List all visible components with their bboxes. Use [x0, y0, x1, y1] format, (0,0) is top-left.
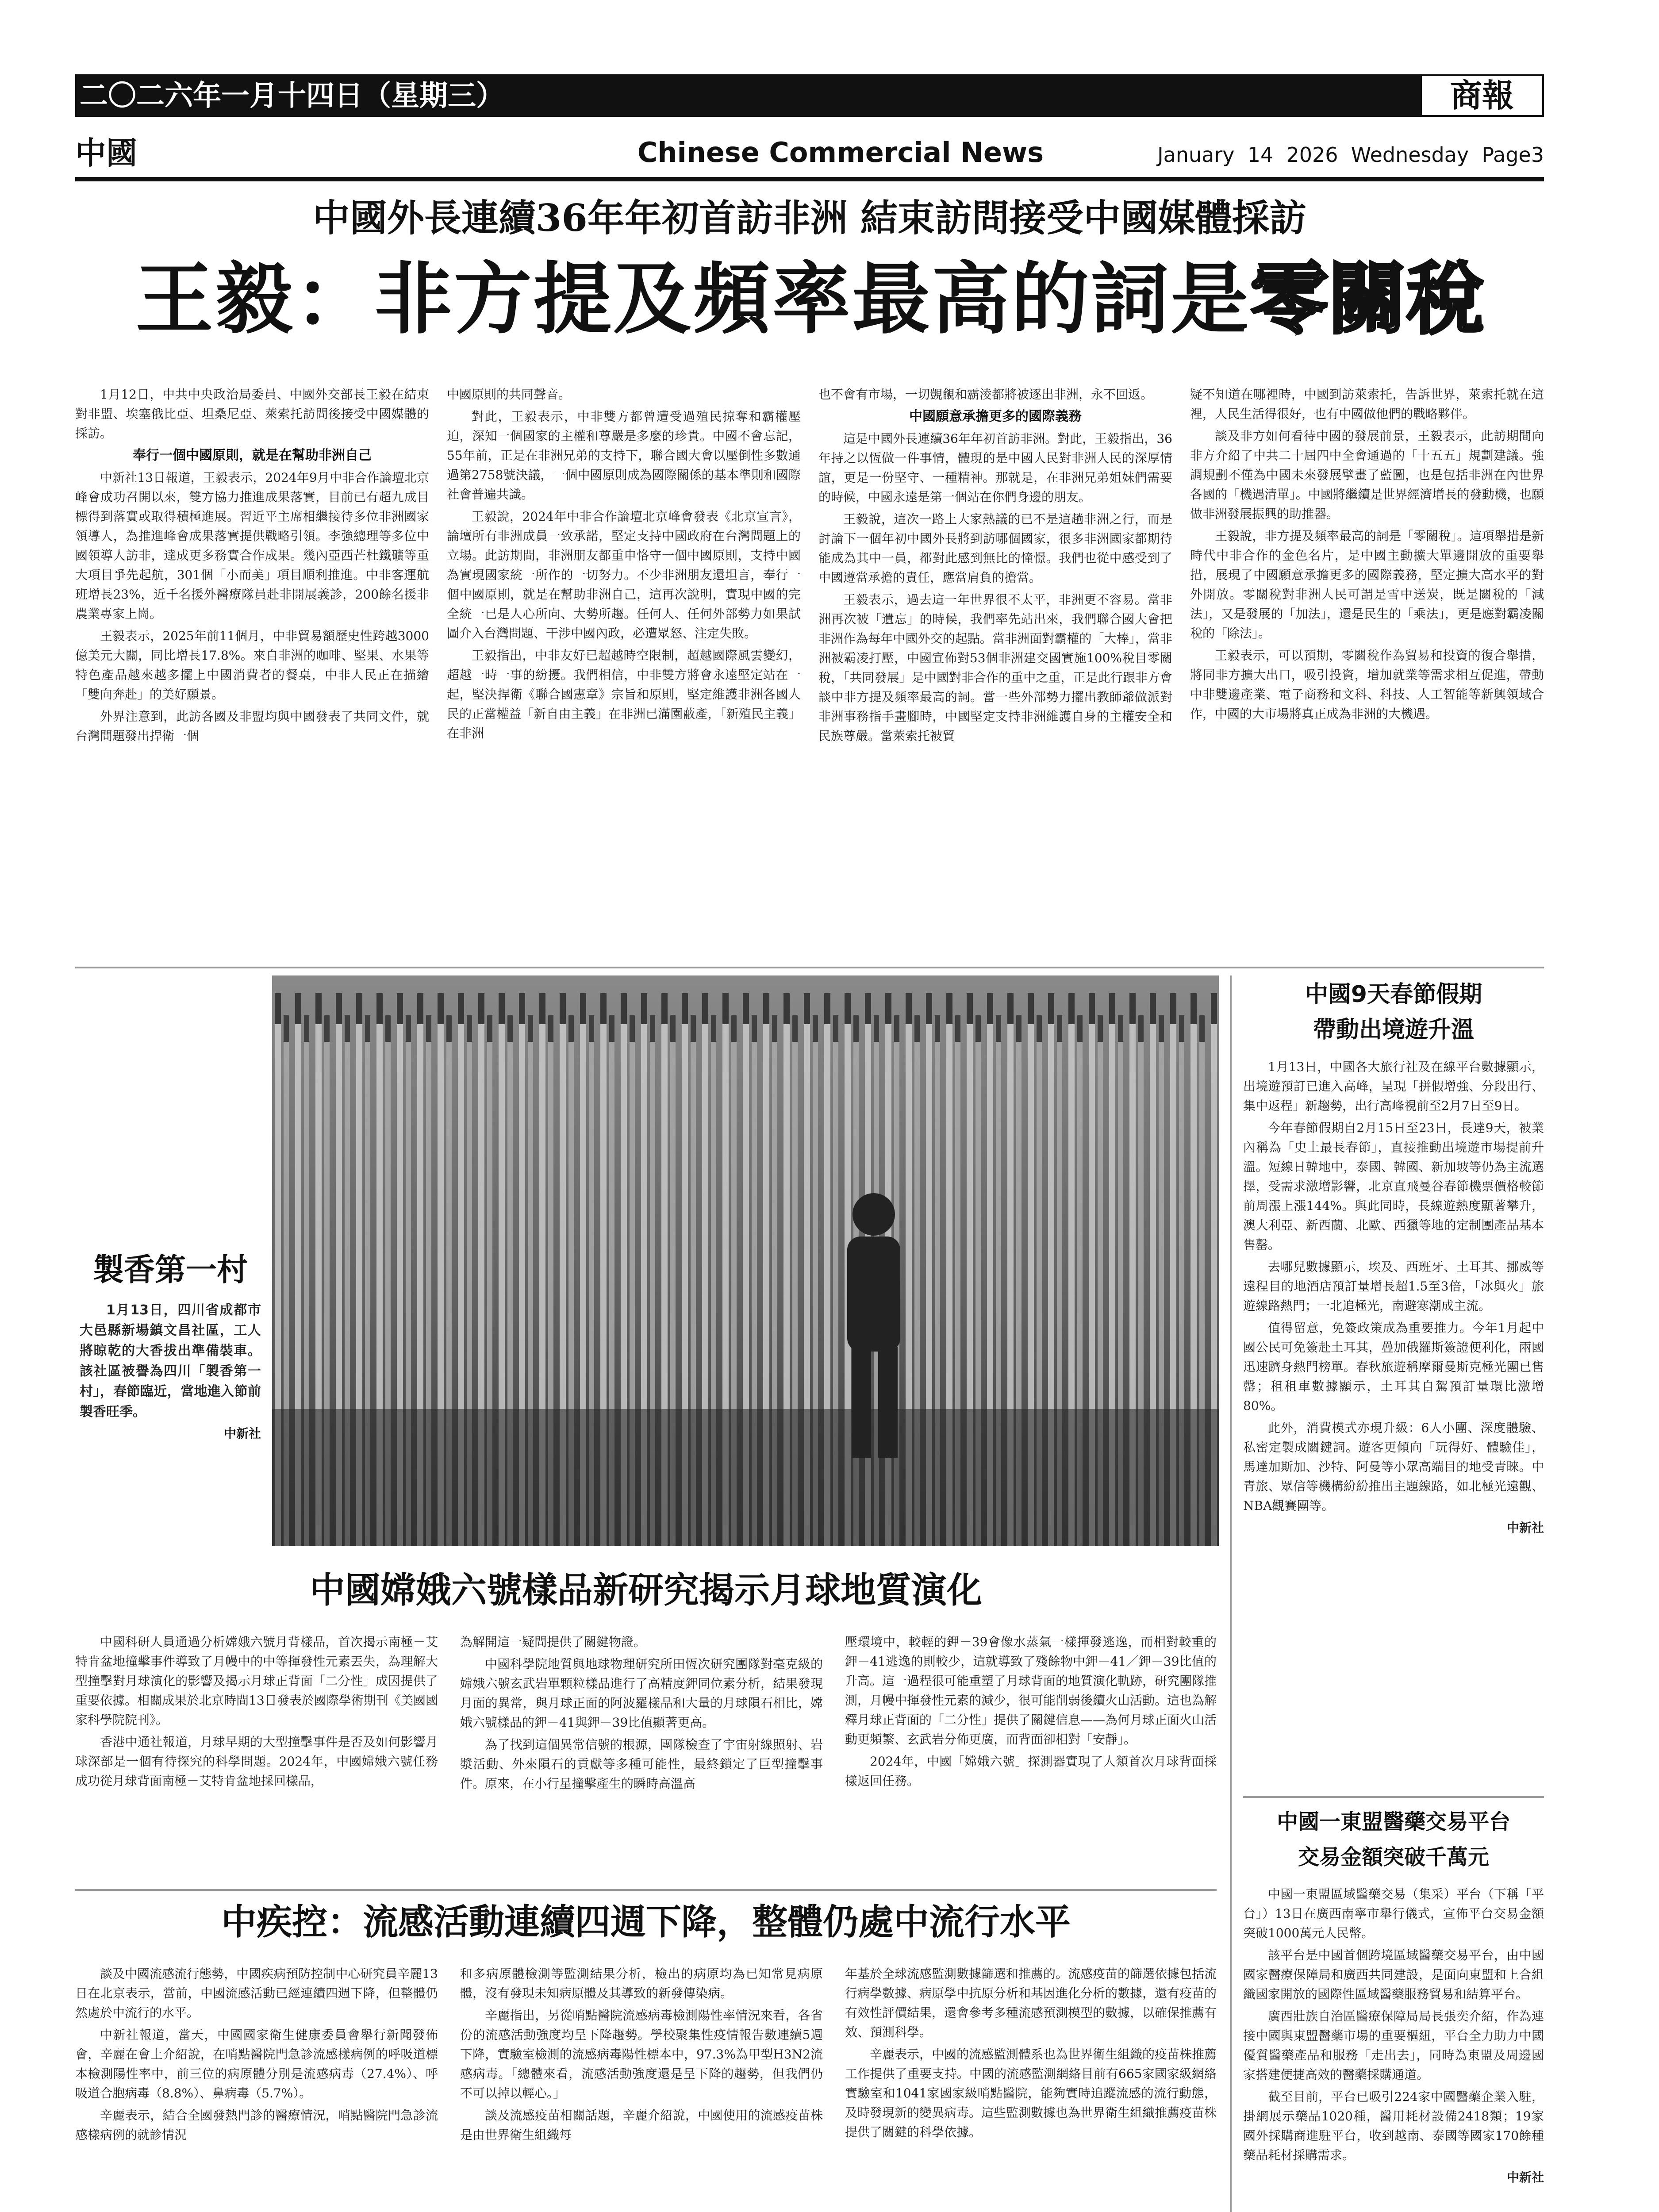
- photo-incense: [272, 975, 1219, 1546]
- flu-paragraph: 辛麗表示，中國的流感監測體系也為世界衛生組織的疫苗株推薦工作提供了重要支持。中國的流感監測網絡目前有665家國家級網絡實驗室和1041家國家級哨點醫院，能夠實時追蹤流感的流行動態，及時發現新的變異病毒。這些監測數據也為世界衛生組織推薦疫苗株提供了關鍵的科學依據。: [845, 2047, 1217, 2139]
- lead-paragraph: 中國原則的共同聲音。: [447, 387, 571, 402]
- lead-paragraph: 中新社13日報道，王毅表示，2024年9月中非合作論壇北京峰會成功召開以來，雙方協力推進成果落實，目前已有超九成目標得到落實或取得積極進展。習近平主席相繼接待多位非洲國家領導人，為推進峰會成果落實提供戰略引領。李強總理等多位中國領導人訪非，達成更多務實合作成果。幾內亞西芒杜鐵礦等重大項目爭先起航，301個「小而美」項目順利推進。中非客運航班增長23%，近千名援外醫療隊員赴非開展義診，200餘名援非農業專家上崗。: [75, 470, 429, 621]
- incense-sticks-illustration: [272, 975, 1219, 1546]
- masthead-paper-cn: 商報: [1450, 77, 1514, 114]
- medical-paragraph: 截至目前，平台已吸引224家中國醫藥企業入駐，掛網展示藥品1020種，醫用耗材設備2418類；19家國外採購商進駐平台，收到越南、泰國等國家170餘種藥品耗材採購需求。: [1243, 2089, 1544, 2162]
- lead-column-1: [75, 385, 429, 956]
- flu-column-1: [75, 1964, 438, 2212]
- moon-column-3: [845, 1632, 1217, 1880]
- lead-paragraph: 王毅說，2024年中非合作論壇北京峰會發表《北京宣言》，論壇所有非洲成員一致承諾，堅定支持中國政府在台灣問題上的立場。此訪期間，非洲朋友都重申恪守一個中國原則，支持中國為實現國家統一所作的一切努力。不少非洲朋友還坦言，奉行一個中國原則，就是在幫助非洲自己，這再次說明，實現中國的完全統一已是人心所向、大勢所趨。任何人、任何外部勢力如果試圖介入台灣問題、干涉中國內政，必遭眾怒、注定失敗。: [447, 509, 801, 641]
- lead-paragraph: 王毅表示，過去這一年世界很不太平，非洲更不容易。當非洲再次被「遺忘」的時候，我們率先站出來，我們聯合國大會把非洲作為每年中國外交的起點。當非洲面對霸權的「大棒」，當非洲被霸凌打壓，中國宣佈對53個非洲建交國實施100%稅目零關稅，「共同發展」是中國對非合作的重中之重，正是此行跟非方會談中非方提及頻率最高的詞。當一些外部勢力擺出教師爺做派對非洲事務指手畫腳時，中國堅定支持非洲維護自身的主權安全和民族尊嚴。當萊索托被貿: [818, 592, 1172, 743]
- medical-paragraph: 該平台是中國首個跨境區域醫藥交易平台，由中國國家醫療保障局和廣西共同建設，是面向東盟和上合組織國家開放的國際性區域醫藥服務貿易和結算平台。: [1243, 1948, 1544, 2001]
- lead-paragraph: 對此，王毅表示，中非雙方都曾遭受過殖民掠奪和霸權壓迫，深知一個國家的主權和尊嚴是多麼的珍貴。中國不會忘記，55年前，正是在非洲兄弟的支持下，聯合國大會以壓倒性多數通過第2758號決議，一個中國原則成為國際關係的基本準則和國際社會普遍共識。: [447, 409, 801, 502]
- medical-body: [1243, 1885, 1544, 2212]
- spring-bottom-rule: [1243, 1796, 1544, 1798]
- lead-column-2: [447, 385, 801, 956]
- spring-paragraph: 此外，消費模式亦現升級：6人小團、深度體驗、私密定製成關鍵詞。遊客更傾向「玩得好、體驗佳」，馬達加斯加、沙特、阿曼等小眾高端目的地受青睞。中青旅、眾信等機構紛紛推出主題線路，如北極光遠觀、NBA觀賽團等。: [1243, 1421, 1544, 1513]
- lead-paragraph: 王毅指出，中非友好已超越時空限制，超越國際風雲變幻，超越一時一事的紛擾。我們相信，中非雙方將會永遠堅定站在一起，堅決捍衛《聯合國憲章》宗旨和原則，堅定維護非洲各國人民的正當權益「新自由主義」在非洲已滿園蔽產，「新殖民主義」在非洲: [447, 648, 801, 741]
- lead-subhead-1: 奉行一個中國原則，就是在幫助非洲自己: [133, 448, 372, 463]
- lead-paragraph: 王毅表示，可以預期，零關稅作為貿易和投資的復合舉措，將同非方擴大出口，吸引投資，增加就業等需求相互促進，帶動中非雙邊產業、電子商務和文科、科技、人工智能等新興領域合作，中國的大市場將真正成為非洲的大機遇。: [1190, 648, 1544, 721]
- photo-credit: 中新社: [223, 1426, 261, 1441]
- moon-paragraph: 中國科學院地質與地球物理研究所田恆次研究團隊對毫克級的嫦娥六號玄武岩單顆粒樣品進行了高精度鉀同位素分析，結果發現月面的異常，與月球正面的阿波羅樣品和大量的月球隕石相比，嫦娥六號樣品的鉀－41與鉀－39比值顯著更高。: [460, 1657, 823, 1730]
- flu-paragraph: 年基於全球流感監測數據篩選和推薦的。流感疫苗的篩選依據包括流行病學數據、病原學中抗原分析和基因進化分析的數據，還有疫苗的有效性評價結果，還會參考多種流感預測模型的數據，以確保推薦有效、預測科學。: [845, 1966, 1217, 2039]
- spring-paragraph: 值得留意，免簽政策成為重要推力。今年1月起中國公民可免簽赴土耳其，疊加俄羅斯簽證便利化，兩國迅速躋身熱門榜單。春秋旅遊稱摩爾曼斯克極光團已售罄；租租車數據顯示，土耳其自駕預訂量環比激增80%。: [1243, 1321, 1544, 1413]
- flu-column-2: [460, 1964, 823, 2212]
- moon-headline: 中國嫦娥六號樣品新研究揭示月球地質演化: [310, 1570, 982, 1611]
- lead-column-4: [1190, 385, 1544, 956]
- lead-paragraph: 王毅表示，2025年前11個月，中非貿易額歷史性跨越3000億美元大關，同比增長17.8%。來自非洲的咖啡、堅果、水果等特色產品越來越多擺上中國消費者的餐桌，中非人民正在描繪「雙向奔赴」的美好願景。: [75, 629, 429, 702]
- spring-body: [1243, 1057, 1544, 1787]
- masthead-date-cn: 二〇二六年一月十四日（星期三）: [80, 80, 504, 112]
- medical-credit: 中新社: [1506, 2170, 1544, 2185]
- lead-headline-main: 王毅：非方提及頻率最高的詞是: [135, 254, 1250, 345]
- spring-paragraph: 今年春節假期自2月15日至23日，長達9天，被業內稱為「史上最長春節」，直接推動出境遊市場提前升溫。短線日韓地中，泰國、韓國、新加坡等仍為主流選擇，受需求激增影響，北京直飛曼谷春節機票價格較節前周漲上漲144%。與此同時，長線遊熱度顯著攀升，澳大利亞、新西蘭、北歐、西獵等地的定制團產品基本售罄。: [1243, 1121, 1544, 1252]
- medical-paragraph: 廣西壯族自治區醫療保障局局長張奕介紹，作為連接中國與東盟醫藥市場的重要樞紐，平台全力助力中國優質醫藥產品和服務「走出去」，同時為東盟及周邊國家搭建便捷高效的醫藥採購通道。: [1243, 2009, 1544, 2082]
- medical-title-2: 交易金額突破千萬元: [1298, 1845, 1489, 1870]
- spring-title-2: 帶動出境遊升溫: [1313, 1017, 1474, 1043]
- lead-kicker: 中國外長連續36年年初首訪非洲 結束訪問接受中國媒體採訪: [312, 196, 1307, 240]
- spring-paragraph: 去哪兒數據顯示，埃及、西班牙、土耳其、挪威等遠程目的地酒店預訂量增長超1.5至3倍，「冰與火」旅遊線路熱門；一北追極光，南避寒潮成主流。: [1243, 1260, 1544, 1313]
- moon-column-1: [75, 1632, 438, 1880]
- flu-paragraph: 談及中國流感流行態勢，中國疾病預防控制中心研究員辛麗13日在北京表示，當前，中國流感活動已經連續四週下降，但整體仍然處於中流行的水平。: [75, 1966, 438, 2020]
- flu-paragraph: 辛麗指出，另從哨點醫院流感病毒檢測陽性率情況來看，各省份的流感活動強度均呈下降趨勢。學校聚集性疫情報告數連續5週下降，實驗室檢測的流感病毒陽性標本中，97.3%為甲型H3N2流感病毒。「總體來看，流感活動強度還是呈下降的趨勢，但我們仍不可以掉以輕心。」: [460, 2008, 823, 2101]
- medical-paragraph: 中國一東盟區域醫藥交易（集采）平台（下稱「平台」）13日在廣西南寧市舉行儀式，宣佈平台交易金額突破1000萬元人民幣。: [1243, 1887, 1544, 1940]
- moon-paragraph: 2024年，中國「嫦娥六號」探測器實現了人類首次月球背面採樣返回任務。: [845, 1754, 1217, 1788]
- spring-credit: 中新社: [1506, 1521, 1544, 1535]
- sidebar-divider: [1230, 975, 1232, 2212]
- masthead-date-en: January 14 2026 Wednesday Page3: [1157, 143, 1544, 167]
- masthead-section: 中國: [75, 135, 137, 171]
- moon-column-2: [460, 1632, 823, 1880]
- lead-paragraph: 王毅說，這次一路上大家熱議的已不是這趟非洲之行，而是討論下一個年初中國外長將到訪哪個國家，很多非洲國家都期待能成為其中一員，都對此感到無比的憧憬。我們也從中感受到了中國遵當承擔的責任，應當肩負的擔當。: [818, 512, 1172, 585]
- moon-paragraph: 中國科研人員通過分析嫦娥六號月背樣品，首次揭示南極－艾特肯盆地撞擊事件導致了月幔中的中等揮發性元素丟失，為理解大型撞擊對月球演化的影響及揭示月球正背面「二分性」成因提供了重要依據。相關成果於北京時間13日發表於國際學術期刊《美國國家科學院院刊》。: [75, 1635, 438, 1727]
- flu-headline: 中疾控：流感活動連續四週下降，整體仍處中流行水平: [221, 1901, 1071, 1943]
- flu-paragraph: 辛麗表示，結合全國發熱門診的醫療情況，哨點醫院門急診流感樣病例的就診情況: [75, 2108, 438, 2142]
- lead-paragraph: 也不會有市場，一切覬覦和霸淩都將被逐出非洲，永不回返。: [818, 387, 1153, 402]
- moon-bottom-rule: [75, 1889, 1217, 1891]
- photo-caption-box: [75, 975, 265, 1546]
- lead-paragraph: 王毅說，非方提及頻率最高的詞是「零關稅」。這項舉措是新時代中非合作的金色名片，是中國主動擴大單邊開放的重要舉措，展現了中國願意承擔更多的國際義務，堅定擴大高水平的對外開放。零關稅對非洲人民可謂是雪中送炭，既是關稅的「減法」，又是發展的「加法」，還是民生的「乘法」，更是應對霸凌關稅的「除法」。: [1190, 529, 1544, 641]
- lead-headline: [75, 253, 1544, 346]
- flu-paragraph: 中新社報道，當天，中國國家衛生健康委員會舉行新聞發佈會，辛麗在會上介紹說，在哨點醫院門急診流感樣病例的呼吸道標本檢測陽性率中，前三位的病原體分別是流感病毒（27.4%）、呼吸道合胞病毒（8.8%）、鼻病毒（5.7%）。: [75, 2028, 438, 2101]
- spring-title-1: 中國9天春節假期: [1305, 981, 1482, 1008]
- masthead-rule: [75, 177, 1544, 181]
- flu-column-3: [845, 1964, 1217, 2212]
- lead-paragraph: 這是中國外長連續36年年初首訪非洲。對此，王毅指出，36年持之以恆做一件事情，體現的是中國人民對非洲人民的深厚情誼，更是一份堅守、一種精神。那就是，在非洲兄弟姐妹們需要的時候，中國永遠是第一個站在你們身邊的朋友。: [818, 431, 1172, 504]
- lead-column-3: [818, 385, 1172, 956]
- flu-paragraph: 談及流感疫苗相關話題，辛麗介紹說，中國使用的流感疫苗株是由世界衛生組織每: [460, 2108, 823, 2142]
- lead-paragraph: 疑不知道在哪裡時，中國到訪萊索托，告訴世界，萊索托就在這裡，人民生活得很好，也有中國做他們的戰略夥伴。: [1190, 387, 1544, 421]
- flu-paragraph: 和多病原體檢測等監測結果分析，檢出的病原均為已知常見病原體，沒有發現未知病原體及其導致的新發傳染病。: [460, 1966, 823, 2001]
- lead-headline-emphasis: 零關稅: [1250, 254, 1484, 345]
- lead-subhead-2: 中國願意承擔更多的國際義務: [909, 409, 1082, 424]
- moon-paragraph: 為了找到這個異常信號的根源，團隊檢查了宇宙射線照射、岩漿活動、外來隕石的貢獻等多種可能性，最終鎖定了巨型撞擊事件。原來，在小行星撞擊產生的瞬時高溫高: [460, 1737, 823, 1791]
- photo-title: 製香第一村: [93, 1252, 248, 1288]
- lead-paragraph: 1月12日，中共中央政治局委員、中國外交部長王毅在結束對非盟、埃塞俄比亞、坦桑尼亞、萊索托訪問後接受中國媒體的採訪。: [75, 387, 429, 441]
- moon-paragraph: 為解開這一疑問提供了關鍵物證。: [460, 1635, 646, 1649]
- moon-paragraph: 壓環境中，較輕的鉀－39會像水蒸氣一樣揮發逃逸，而相對較重的鉀－41逃逸的則較少，這就導致了殘餘物中鉀－41／鉀－39比值的升高。這一過程很可能重塑了月球背面的地質演化軌跡，研究團隊推測，月幔中揮發性元素的減少，很可能削弱後續火山活動。這也為解釋月球正背面的「二分性」提供了關鍵信息——為何月球正面火山活動更頻繁、玄武岩分佈更廣，而背面卻相對「安靜」。: [845, 1635, 1217, 1747]
- moon-paragraph: 香港中通社報道，月球早期的大型撞擊事件是否及如何影響月球深部是一個有待探究的科學問題。2024年，中國嫦娥六號任務成功從月球背面南極－艾特肯盆地採回樣品，: [75, 1735, 438, 1788]
- spring-paragraph: 1月13日，中國各大旅行社及在線平台數據顯示，出境遊預訂已進入高峰，呈現「拼假增強、分段出行、集中返程」新趨勢，出行高峰視前至2月7日至9日。: [1243, 1060, 1544, 1113]
- lead-bottom-rule: [75, 967, 1544, 968]
- masthead-paper-en: Chinese Commercial News: [637, 136, 1044, 169]
- photo-caption: 1月13日，四川省成都市大邑縣新場鎮文昌社區，工人將晾乾的大香拔出準備裝車。該社區被譽為四川「製香第一村」，春節臨近，當地進入節前製香旺季。: [80, 1302, 261, 1420]
- medical-title-1: 中國一東盟醫藥交易平台: [1276, 1809, 1510, 1834]
- lead-paragraph: 談及非方如何看待中國的發展前景，王毅表示，此訪期間向非方介紹了中共二十屆四中全會通過的「十五五」規劃建議。強調規劃不僅為中國未來發展擘畫了藍圖，也是包括非洲在內世界各國的「機遇清單」。中國將繼續是世界經濟增長的發動機，也願做非洲發展振興的助推器。: [1190, 429, 1544, 521]
- lead-paragraph: 外界注意到，此訪各國及非盟均與中國發表了共同文件，就台灣問題發出捍衛一個: [75, 709, 429, 743]
